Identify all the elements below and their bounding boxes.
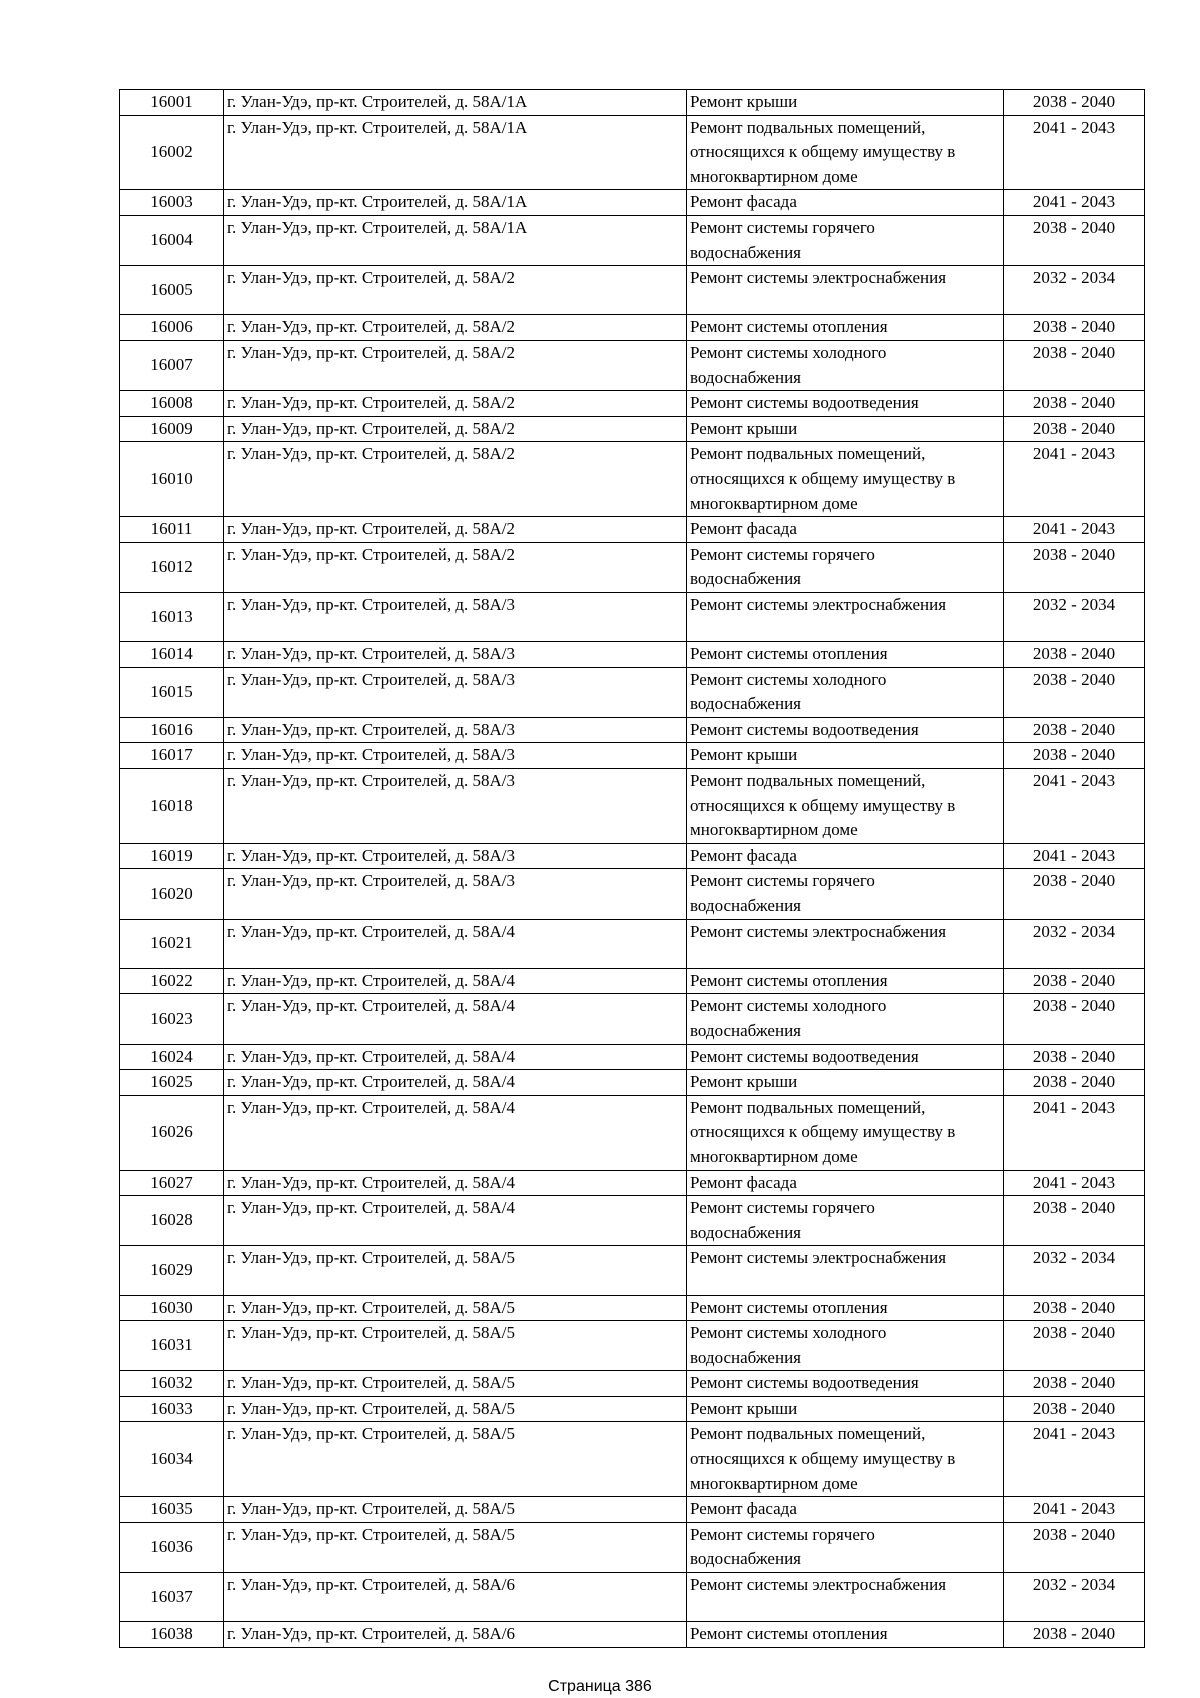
- row-address: г. Улан-Удэ, пр-кт. Строителей, д. 58А/5: [224, 1422, 687, 1497]
- row-period: 2041 - 2043: [1004, 843, 1145, 869]
- row-address: г. Улан-Удэ, пр-кт. Строителей, д. 58А/3: [224, 769, 687, 844]
- row-number: 16003: [120, 190, 224, 216]
- row-number: 16011: [120, 517, 224, 543]
- row-address: г. Улан-Удэ, пр-кт. Строителей, д. 58А/1А: [224, 115, 687, 190]
- row-address: г. Улан-Удэ, пр-кт. Строителей, д. 58А/2: [224, 542, 687, 592]
- row-address: г. Улан-Удэ, пр-кт. Строителей, д. 58А/2: [224, 442, 687, 517]
- row-number: 16038: [120, 1622, 224, 1648]
- row-period: 2038 - 2040: [1004, 1295, 1145, 1321]
- row-period: 2038 - 2040: [1004, 642, 1145, 668]
- row-number: 16033: [120, 1396, 224, 1422]
- works-schedule-table: [119, 89, 1145, 1648]
- table-row: [120, 416, 1145, 442]
- row-number: 16009: [120, 416, 224, 442]
- row-work-type: Ремонт системы электроснабжения: [687, 1573, 1004, 1622]
- row-work-type: Ремонт системы горячего водоснабжения: [687, 542, 1004, 592]
- row-period: 2041 - 2043: [1004, 1422, 1145, 1497]
- row-work-type: Ремонт фасада: [687, 1497, 1004, 1523]
- row-number: 16028: [120, 1196, 224, 1246]
- row-address: г. Улан-Удэ, пр-кт. Строителей, д. 58А/5: [224, 1295, 687, 1321]
- row-work-type: Ремонт системы электроснабжения: [687, 266, 1004, 315]
- table-row: [120, 442, 1145, 517]
- row-work-type: Ремонт системы водоотведения: [687, 1371, 1004, 1397]
- row-number: 16026: [120, 1095, 224, 1170]
- table-row: [120, 968, 1145, 994]
- row-work-type: Ремонт системы отопления: [687, 1295, 1004, 1321]
- row-period: 2038 - 2040: [1004, 717, 1145, 743]
- row-period: 2038 - 2040: [1004, 743, 1145, 769]
- row-work-type: Ремонт системы горячего водоснабжения: [687, 1522, 1004, 1572]
- row-work-type: Ремонт крыши: [687, 1396, 1004, 1422]
- row-address: г. Улан-Удэ, пр-кт. Строителей, д. 58А/3: [224, 642, 687, 668]
- table-row: [120, 1396, 1145, 1422]
- row-number: 16002: [120, 115, 224, 190]
- table-row: [120, 315, 1145, 341]
- row-number: 16010: [120, 442, 224, 517]
- row-period: 2038 - 2040: [1004, 542, 1145, 592]
- row-number: 16024: [120, 1044, 224, 1070]
- row-period: 2032 - 2034: [1004, 266, 1145, 315]
- row-number: 16012: [120, 542, 224, 592]
- row-work-type: Ремонт системы горячего водоснабжения: [687, 869, 1004, 919]
- row-number: 16015: [120, 667, 224, 717]
- row-number: 16005: [120, 266, 224, 315]
- row-address: г. Улан-Удэ, пр-кт. Строителей, д. 58А/4: [224, 919, 687, 968]
- row-address: г. Улан-Удэ, пр-кт. Строителей, д. 58А/1А: [224, 90, 687, 116]
- row-work-type: Ремонт подвальных помещений, относящихся к общему имуществу в многоквартирном доме: [687, 1095, 1004, 1170]
- row-number: 16023: [120, 994, 224, 1044]
- row-number: 16035: [120, 1497, 224, 1523]
- row-number: 16031: [120, 1321, 224, 1371]
- table-row: [120, 994, 1145, 1044]
- row-period: 2041 - 2043: [1004, 769, 1145, 844]
- page-number: Страница 386: [548, 1678, 652, 1695]
- row-period: 2038 - 2040: [1004, 1196, 1145, 1246]
- table-row: [120, 1422, 1145, 1497]
- table-row: [120, 592, 1145, 641]
- row-period: 2038 - 2040: [1004, 1070, 1145, 1096]
- table-row: [120, 1573, 1145, 1622]
- row-address: г. Улан-Удэ, пр-кт. Строителей, д. 58А/3: [224, 869, 687, 919]
- row-address: г. Улан-Удэ, пр-кт. Строителей, д. 58А/3: [224, 743, 687, 769]
- row-work-type: Ремонт системы горячего водоснабжения: [687, 215, 1004, 265]
- row-period: 2038 - 2040: [1004, 391, 1145, 417]
- table-row: [120, 266, 1145, 315]
- row-work-type: Ремонт системы электроснабжения: [687, 592, 1004, 641]
- row-work-type: Ремонт системы горячего водоснабжения: [687, 1196, 1004, 1246]
- row-work-type: Ремонт системы холодного водоснабжения: [687, 340, 1004, 390]
- row-number: 16008: [120, 391, 224, 417]
- row-work-type: Ремонт крыши: [687, 90, 1004, 116]
- row-number: 16037: [120, 1573, 224, 1622]
- row-address: г. Улан-Удэ, пр-кт. Строителей, д. 58А/3: [224, 667, 687, 717]
- row-period: 2038 - 2040: [1004, 869, 1145, 919]
- row-number: 16013: [120, 592, 224, 641]
- row-address: г. Улан-Удэ, пр-кт. Строителей, д. 58А/5: [224, 1246, 687, 1295]
- row-number: 16006: [120, 315, 224, 341]
- table-row: [120, 667, 1145, 717]
- row-number: 16016: [120, 717, 224, 743]
- table-row: [120, 1497, 1145, 1523]
- row-work-type: Ремонт подвальных помещений, относящихся к общему имуществу в многоквартирном доме: [687, 115, 1004, 190]
- table-row: [120, 215, 1145, 265]
- row-period: 2041 - 2043: [1004, 1170, 1145, 1196]
- row-period: 2038 - 2040: [1004, 994, 1145, 1044]
- row-period: 2038 - 2040: [1004, 1371, 1145, 1397]
- row-work-type: Ремонт системы водоотведения: [687, 391, 1004, 417]
- row-address: г. Улан-Удэ, пр-кт. Строителей, д. 58А/4: [224, 1170, 687, 1196]
- row-work-type: Ремонт фасада: [687, 517, 1004, 543]
- row-address: г. Улан-Удэ, пр-кт. Строителей, д. 58А/5: [224, 1371, 687, 1397]
- row-number: 16004: [120, 215, 224, 265]
- row-address: г. Улан-Удэ, пр-кт. Строителей, д. 58А/2: [224, 517, 687, 543]
- row-address: г. Улан-Удэ, пр-кт. Строителей, д. 58А/3: [224, 843, 687, 869]
- table-row: [120, 1371, 1145, 1397]
- row-work-type: Ремонт системы отопления: [687, 968, 1004, 994]
- table-row: [120, 769, 1145, 844]
- table-row: [120, 115, 1145, 190]
- table-row: [120, 1095, 1145, 1170]
- row-address: г. Улан-Удэ, пр-кт. Строителей, д. 58А/4: [224, 994, 687, 1044]
- row-period: 2032 - 2034: [1004, 1246, 1145, 1295]
- row-number: 16034: [120, 1422, 224, 1497]
- row-period: 2041 - 2043: [1004, 115, 1145, 190]
- table-row: [120, 869, 1145, 919]
- row-period: 2038 - 2040: [1004, 1396, 1145, 1422]
- row-address: г. Улан-Удэ, пр-кт. Строителей, д. 58А/2: [224, 416, 687, 442]
- table-row: [120, 90, 1145, 116]
- row-number: 16030: [120, 1295, 224, 1321]
- row-period: 2038 - 2040: [1004, 215, 1145, 265]
- table-row: [120, 1070, 1145, 1096]
- row-work-type: Ремонт фасада: [687, 190, 1004, 216]
- table-row: [120, 1196, 1145, 1246]
- row-number: 16001: [120, 90, 224, 116]
- row-work-type: Ремонт системы холодного водоснабжения: [687, 667, 1004, 717]
- row-address: г. Улан-Удэ, пр-кт. Строителей, д. 58А/1А: [224, 190, 687, 216]
- row-address: г. Улан-Удэ, пр-кт. Строителей, д. 58А/2: [224, 340, 687, 390]
- table-row: [120, 1246, 1145, 1295]
- row-address: г. Улан-Удэ, пр-кт. Строителей, д. 58А/6: [224, 1573, 687, 1622]
- row-period: 2038 - 2040: [1004, 340, 1145, 390]
- row-work-type: Ремонт подвальных помещений, относящихся к общему имуществу в многоквартирном доме: [687, 769, 1004, 844]
- row-address: г. Улан-Удэ, пр-кт. Строителей, д. 58А/3: [224, 592, 687, 641]
- row-number: 16018: [120, 769, 224, 844]
- row-number: 16014: [120, 642, 224, 668]
- row-number: 16036: [120, 1522, 224, 1572]
- row-number: 16032: [120, 1371, 224, 1397]
- table-row: [120, 1522, 1145, 1572]
- row-number: 16029: [120, 1246, 224, 1295]
- row-address: г. Улан-Удэ, пр-кт. Строителей, д. 58А/3: [224, 717, 687, 743]
- row-period: 2032 - 2034: [1004, 919, 1145, 968]
- row-number: 16017: [120, 743, 224, 769]
- row-address: г. Улан-Удэ, пр-кт. Строителей, д. 58А/6: [224, 1622, 687, 1648]
- row-period: 2038 - 2040: [1004, 90, 1145, 116]
- table-row: [120, 1295, 1145, 1321]
- row-work-type: Ремонт системы водоотведения: [687, 1044, 1004, 1070]
- row-work-type: Ремонт подвальных помещений, относящихся к общему имуществу в многоквартирном доме: [687, 442, 1004, 517]
- table-row: [120, 717, 1145, 743]
- table-row: [120, 743, 1145, 769]
- row-work-type: Ремонт фасада: [687, 1170, 1004, 1196]
- row-period: 2038 - 2040: [1004, 1622, 1145, 1648]
- row-work-type: Ремонт системы отопления: [687, 642, 1004, 668]
- row-number: 16021: [120, 919, 224, 968]
- table-row: [120, 843, 1145, 869]
- row-number: 16025: [120, 1070, 224, 1096]
- table-row: [120, 919, 1145, 968]
- table-row: [120, 1622, 1145, 1648]
- row-period: 2038 - 2040: [1004, 416, 1145, 442]
- row-period: 2038 - 2040: [1004, 1522, 1145, 1572]
- row-work-type: Ремонт системы электроснабжения: [687, 919, 1004, 968]
- row-address: г. Улан-Удэ, пр-кт. Строителей, д. 58А/2: [224, 391, 687, 417]
- row-work-type: Ремонт подвальных помещений, относящихся к общему имуществу в многоквартирном доме: [687, 1422, 1004, 1497]
- row-work-type: Ремонт системы отопления: [687, 315, 1004, 341]
- row-period: 2038 - 2040: [1004, 1044, 1145, 1070]
- row-period: 2041 - 2043: [1004, 190, 1145, 216]
- row-work-type: Ремонт системы отопления: [687, 1622, 1004, 1648]
- table-row: [120, 517, 1145, 543]
- row-address: г. Улан-Удэ, пр-кт. Строителей, д. 58А/5: [224, 1396, 687, 1422]
- row-period: 2038 - 2040: [1004, 1321, 1145, 1371]
- row-address: г. Улан-Удэ, пр-кт. Строителей, д. 58А/1А: [224, 215, 687, 265]
- row-address: г. Улан-Удэ, пр-кт. Строителей, д. 58А/4: [224, 968, 687, 994]
- table-body: [120, 90, 1145, 1648]
- table-row: [120, 1170, 1145, 1196]
- row-number: 16022: [120, 968, 224, 994]
- row-work-type: Ремонт крыши: [687, 416, 1004, 442]
- row-address: г. Улан-Удэ, пр-кт. Строителей, д. 58А/2: [224, 266, 687, 315]
- row-period: 2041 - 2043: [1004, 517, 1145, 543]
- row-number: 16007: [120, 340, 224, 390]
- row-work-type: Ремонт крыши: [687, 743, 1004, 769]
- row-address: г. Улан-Удэ, пр-кт. Строителей, д. 58А/4: [224, 1070, 687, 1096]
- row-address: г. Улан-Удэ, пр-кт. Строителей, д. 58А/4: [224, 1196, 687, 1246]
- row-number: 16027: [120, 1170, 224, 1196]
- row-work-type: Ремонт системы водоотведения: [687, 717, 1004, 743]
- row-address: г. Улан-Удэ, пр-кт. Строителей, д. 58А/5: [224, 1321, 687, 1371]
- table-row: [120, 542, 1145, 592]
- table-row: [120, 1321, 1145, 1371]
- table-row: [120, 190, 1145, 216]
- row-period: 2038 - 2040: [1004, 315, 1145, 341]
- row-period: 2032 - 2034: [1004, 592, 1145, 641]
- row-work-type: Ремонт системы электроснабжения: [687, 1246, 1004, 1295]
- row-period: 2038 - 2040: [1004, 968, 1145, 994]
- row-work-type: Ремонт крыши: [687, 1070, 1004, 1096]
- row-number: 16020: [120, 869, 224, 919]
- row-period: 2041 - 2043: [1004, 442, 1145, 517]
- row-work-type: Ремонт системы холодного водоснабжения: [687, 1321, 1004, 1371]
- row-period: 2041 - 2043: [1004, 1095, 1145, 1170]
- row-period: 2038 - 2040: [1004, 667, 1145, 717]
- row-number: 16019: [120, 843, 224, 869]
- row-address: г. Улан-Удэ, пр-кт. Строителей, д. 58А/4: [224, 1044, 687, 1070]
- row-address: г. Улан-Удэ, пр-кт. Строителей, д. 58А/5: [224, 1497, 687, 1523]
- row-work-type: Ремонт системы холодного водоснабжения: [687, 994, 1004, 1044]
- row-address: г. Улан-Удэ, пр-кт. Строителей, д. 58А/4: [224, 1095, 687, 1170]
- row-period: 2032 - 2034: [1004, 1573, 1145, 1622]
- table-row: [120, 391, 1145, 417]
- row-address: г. Улан-Удэ, пр-кт. Строителей, д. 58А/2: [224, 315, 687, 341]
- table-row: [120, 1044, 1145, 1070]
- row-period: 2041 - 2043: [1004, 1497, 1145, 1523]
- table-row: [120, 642, 1145, 668]
- table-row: [120, 340, 1145, 390]
- row-address: г. Улан-Удэ, пр-кт. Строителей, д. 58А/5: [224, 1522, 687, 1572]
- row-work-type: Ремонт фасада: [687, 843, 1004, 869]
